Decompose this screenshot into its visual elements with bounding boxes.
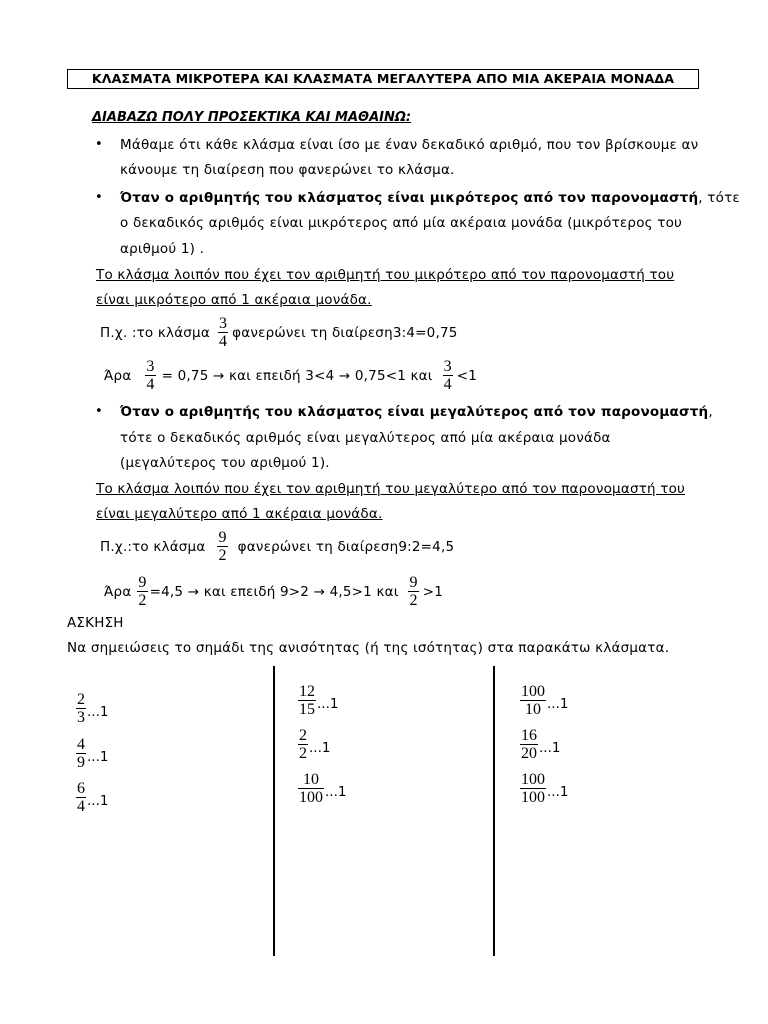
therefore1 (104, 359, 477, 392)
therefore2 (104, 575, 443, 608)
fraction (76, 692, 86, 725)
bullet2-tail: , τότε (698, 190, 740, 206)
fraction (217, 530, 227, 563)
fraction-denominator: 10 (525, 701, 541, 718)
therefore1-label: Άρα (104, 367, 132, 384)
section-heading: ΔΙΑΒΑΖΩ ΠΟΛΥ ΠΡΟΣΕΚΤΙΚΑ ΚΑΙ ΜΑΘΑΙΝΩ: (92, 110, 412, 125)
exercise-item (298, 684, 338, 717)
fraction-denominator: 15 (299, 701, 315, 718)
fraction-numerator: 3 (218, 315, 228, 332)
fraction-numerator: 10 (303, 771, 319, 788)
fraction-denominator: 2 (138, 592, 147, 609)
fraction-denominator: 20 (521, 745, 537, 762)
fraction-numerator: 2 (77, 691, 85, 708)
fraction (408, 575, 418, 608)
fraction (298, 772, 324, 805)
bullet2-line2: ο δεκαδικός αριθμός είναι μικρότερος από μία ακέραια μονάδα (μικρότερος του (120, 215, 683, 231)
fraction (520, 772, 546, 805)
column-divider (273, 666, 275, 956)
fraction-denominator: 4 (443, 376, 452, 393)
fraction-numerator: 16 (521, 727, 537, 744)
example2-suffix: φανερώνει τη διαίρεση9:2=4,5 (237, 538, 455, 555)
fraction (218, 316, 228, 349)
bullet3-bold: Όταν ο αριθμητής του κλάσματος είναι μεγαλύτερος από τον παρονομαστή (120, 404, 709, 420)
comparison-blank[interactable]: ...1 (547, 783, 569, 800)
bullet1-line1: Μάθαμε ότι κάθε κλάσμα είναι ίσο με έναν δεκαδικό αριθμό, που τον βρίσκουμε αν (120, 137, 699, 153)
fraction-numerator: 9 (409, 574, 418, 591)
therefore2-end: >1 (422, 583, 443, 600)
fraction-numerator: 6 (77, 780, 85, 797)
example1-prefix: Π.χ. :το κλάσμα (100, 324, 210, 341)
example2 (100, 530, 454, 563)
bullet3-line2: τότε ο δεκαδικός αριθμός είναι μεγαλύτερος από μία ακέραια μονάδα (120, 430, 611, 446)
bullet2-line3: αριθμού 1) . (120, 241, 205, 257)
bullet-icon: • (95, 404, 103, 419)
comparison-blank[interactable]: ...1 (87, 792, 109, 809)
fraction-denominator: 3 (77, 709, 85, 726)
bullet3-tail: , (708, 404, 713, 420)
fraction-denominator: 2 (299, 745, 307, 762)
rule1-line1: Το κλάσμα λοιπόν που έχει τον αριθμητή του μικρότερο από τον παρονομαστή του (96, 267, 675, 283)
fraction (298, 728, 308, 761)
fraction (298, 684, 316, 717)
exercise-item (520, 772, 568, 805)
comparison-blank[interactable]: ...1 (317, 695, 339, 712)
exercise-item (298, 772, 346, 805)
bullet3-line1 (120, 404, 713, 420)
example1 (100, 316, 458, 349)
fraction (76, 737, 86, 770)
comparison-blank[interactable]: ...1 (547, 695, 569, 712)
bullet3-line3: (μεγαλύτερος του αριθμού 1). (120, 455, 330, 471)
example1-suffix: φανερώνει τη διαίρεση3:4=0,75 (232, 324, 458, 341)
exercise-item (76, 692, 108, 725)
fraction-numerator: 4 (77, 736, 85, 753)
page-title: ΚΛΑΣΜΑΤΑ ΜΙΚΡΟΤΕΡΑ ΚΑΙ ΚΛΑΣΜΑΤΑ ΜΕΓΑΛΥΤΕΡΑ ΑΠΟ ΜΙΑ ΑΚΕΡΑΙΑ ΜΟΝΑΔΑ (67, 69, 699, 89)
fraction-numerator: 12 (299, 683, 315, 700)
fraction-numerator: 100 (521, 683, 545, 700)
exercise-item (76, 781, 108, 814)
fraction-numerator: 9 (218, 529, 227, 546)
fraction-denominator: 4 (77, 798, 85, 815)
rule2-line2: είναι μεγαλύτερο από 1 ακέραια μονάδα. (96, 506, 383, 522)
exercise-item (76, 737, 108, 770)
column-divider (493, 666, 495, 956)
exercise-item (298, 728, 330, 761)
exercise-label: ΑΣΚΗΣΗ (67, 615, 124, 631)
bullet-icon: • (95, 190, 103, 205)
comparison-blank[interactable]: ...1 (87, 703, 109, 720)
comparison-blank[interactable]: ...1 (87, 748, 109, 765)
fraction-denominator: 100 (299, 789, 323, 806)
fraction (145, 359, 155, 392)
comparison-blank[interactable]: ...1 (325, 783, 347, 800)
fraction-denominator: 9 (77, 754, 85, 771)
bullet2-bold: Όταν ο αριθμητής του κλάσματος είναι μικρότερος από τον παρονομαστή (120, 190, 699, 206)
bullet1-line2: κάνουμε τη διαίρεση που φανερώνει το κλάσμα. (120, 162, 455, 178)
fraction-denominator: 2 (409, 592, 418, 609)
therefore2-label: Άρα (104, 583, 132, 600)
fraction (137, 575, 147, 608)
bullet2-line1 (120, 190, 740, 206)
fraction-denominator: 2 (218, 547, 227, 564)
therefore1-end: <1 (456, 367, 478, 384)
bullet-icon: • (95, 137, 103, 152)
fraction-denominator: 4 (218, 333, 228, 350)
example2-prefix: Π.χ.:το κλάσμα (100, 538, 206, 555)
fraction-denominator: 4 (146, 376, 155, 393)
rule2-line1: Το κλάσμα λοιπόν που έχει τον αριθμητή του μεγαλύτερο από τον παρονομαστή του (96, 481, 686, 497)
comparison-blank[interactable]: ...1 (309, 739, 331, 756)
fraction-numerator: 2 (299, 727, 307, 744)
fraction (520, 684, 546, 717)
fraction-denominator: 100 (521, 789, 545, 806)
exercise-instruction: Να σημειώσεις το σημάδι της ανισότητας (ή της ισότητας) στα παρακάτω κλάσματα. (67, 640, 670, 656)
exercise-item (520, 728, 560, 761)
exercise-item (520, 684, 568, 717)
fraction-numerator: 3 (146, 358, 155, 375)
therefore1-middle: = 0,75 → και επειδή 3<4 → 0,75<1 και (161, 367, 433, 384)
fraction-numerator: 100 (521, 771, 545, 788)
fraction-numerator: 3 (443, 358, 452, 375)
comparison-blank[interactable]: ...1 (539, 739, 561, 756)
fraction (443, 359, 453, 392)
fraction (520, 728, 538, 761)
fraction-numerator: 9 (138, 574, 147, 591)
therefore2-middle: =4,5 → και επειδή 9>2 → 4,5>1 και (149, 583, 399, 600)
fraction (76, 781, 86, 814)
rule1-line2: είναι μικρότερο από 1 ακέραια μονάδα. (96, 292, 372, 308)
